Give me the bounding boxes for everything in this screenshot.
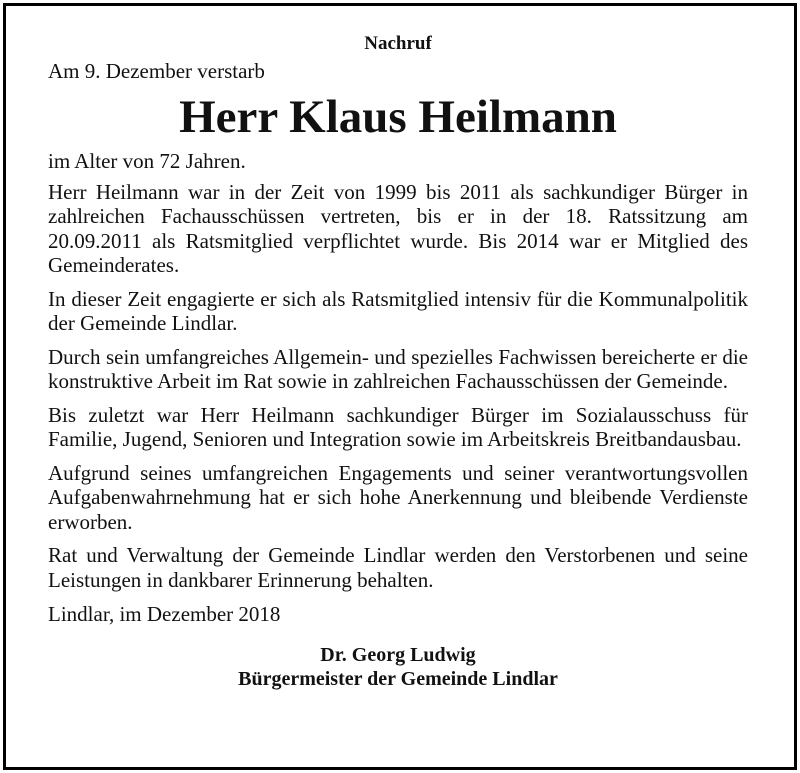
paragraph-engagement: In dieser Zeit engagierte er sich als Ratsmitglied intensiv für die Kommunalpolitik der Gemeinde Lindlar. [48, 286, 748, 335]
paragraph-career: Herr Heilmann war in der Zeit von 1999 bis 2011 als sachkundiger Bürger in zahlreichen Fachausschüssen vertreten, bis er in der 18. Ratssitzung am 20.09.2011 als Ratsmitglied verpflichtet wurde. Bis 2014 war er Mitglied des Gemeinderates. [48, 179, 748, 277]
paragraph-remembrance: Rat und Verwaltung der Gemeinde Lindlar werden den Verstorbenen und seine Leistungen in dankbarer Erinnerung behalten. [48, 543, 748, 592]
signature-block [48, 643, 748, 691]
age-line: im Alter von 72 Jahren. [48, 149, 246, 173]
signatory-name: Dr. Georg Ludwig [320, 643, 476, 666]
intro-line: Am 9. Dezember verstarb [48, 59, 265, 83]
paragraph-recognition: Aufgrund seines umfangreichen Engagements und seiner verantwortungsvollen Aufgabenwahrnehmung hat er sich hohe Anerkennung und bleibende Verdienste erworben. [48, 460, 748, 534]
deceased-name: Herr Klaus Heilmann [179, 91, 617, 143]
signatory-title: Bürgermeister der Gemeinde Lindlar [238, 667, 558, 690]
paragraph-expertise: Durch sein umfangreiches Allgemein- und spezielles Fachwissen bereicherte er die konstruktive Arbeit im Rat sowie in zahlreichen Fachausschüssen der Gemeinde. [48, 344, 748, 393]
place-date: Lindlar, im Dezember 2018 [48, 602, 281, 626]
obituary-notice [48, 32, 748, 691]
notice-heading: Nachruf [364, 33, 432, 54]
paragraph-recent-roles: Bis zuletzt war Herr Heilmann sachkundiger Bürger im Sozialausschuss für Familie, Jugend, Senioren und Integration sowie im Arbeitskreis Breitbandausbau. [48, 402, 748, 451]
